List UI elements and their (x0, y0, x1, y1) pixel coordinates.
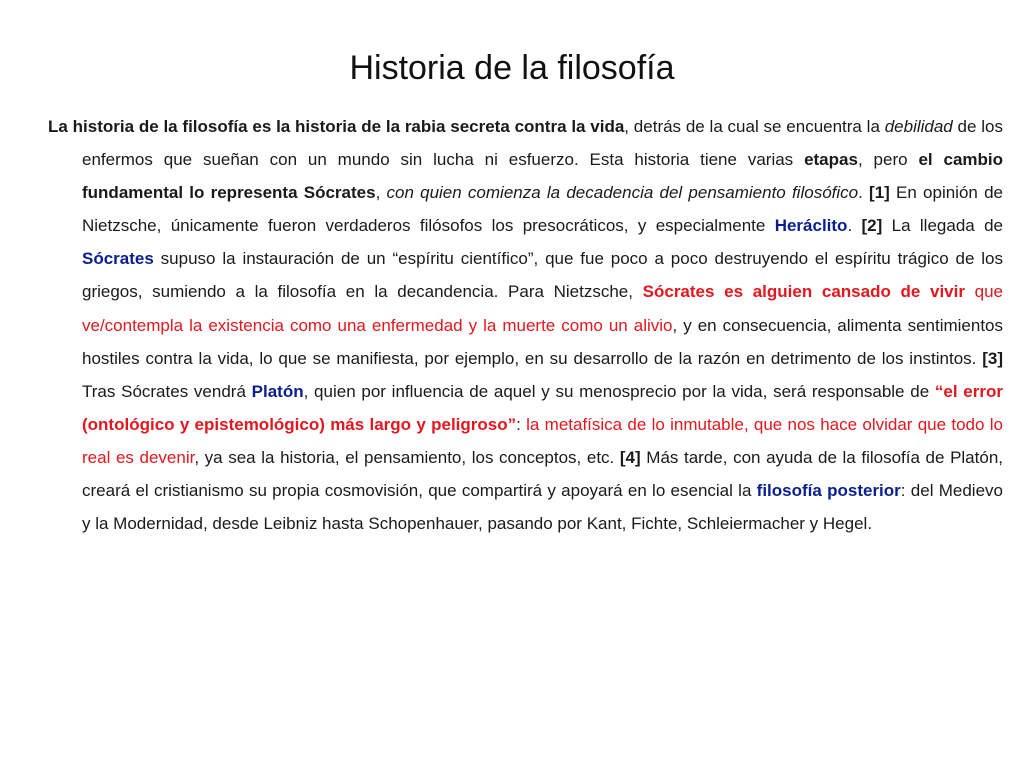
text-run: En opinión de Nietzsche, únicamente fueron verdaderos filósofos los presocráticos, y especialmente (82, 183, 1003, 236)
text-run: La llegada de (882, 216, 1003, 236)
text-run: Platón (251, 381, 304, 401)
text-run: “el error (ontológico y epistemológico) más largo y peligroso” (82, 381, 1003, 434)
text-run: . (858, 183, 870, 203)
text-run: el cambio fundamental lo representa Sócrates (82, 150, 1004, 203)
text-run: [2] (861, 216, 883, 236)
text-run: [1] (869, 183, 890, 203)
text-run: , detrás de la cual se encuentra la (624, 117, 885, 136)
text-run: , (375, 183, 387, 203)
text-run: Heráclito (774, 216, 848, 236)
body-paragraph (48, 110, 1003, 540)
text-run: Sócrates (82, 249, 154, 269)
slide-title: Historia de la filosofía (349, 49, 675, 87)
text-run: que ve/contempla la existencia como una enfermedad y la muerte como un alivio (82, 282, 1003, 335)
text-run: la metafísica de lo inmutable, que nos hace olvidar que todo lo real es devenir (82, 414, 1003, 467)
text-run: . (847, 216, 862, 236)
text-run: Más tarde, con ayuda de la filosofía de Platón, creará el cristianismo su propia cosmovisión, que compartirá y apoyará en lo esencial la (82, 447, 1003, 501)
text-run: con quien comienza la decadencia del pensamiento filosófico (386, 183, 859, 203)
text-run: Tras Sócrates vendrá (82, 381, 252, 401)
text-run: filosofía posterior (756, 481, 901, 501)
text-run: La historia de la filosofía es la historia de la rabia secreta contra la vida (48, 117, 625, 136)
text-run: [4] (619, 447, 641, 467)
text-run: de los enfermos que sueñan con un mundo sin lucha ni esfuerzo. Esta historia tiene varias (82, 117, 1003, 170)
text-run: : (516, 414, 527, 434)
text-run: , ya sea la historia, el pensamiento, los conceptos, etc. (194, 447, 620, 467)
text-run: debilidad (884, 117, 953, 136)
text-run: , pero (857, 150, 919, 170)
text-run: , y en consecuencia, alimenta sentimientos hostiles contra la vida, lo que se manifiesta, por ejemplo, en su desarrollo de la razón en detrimento de los instintos. (82, 315, 1003, 368)
text-run: [3] (982, 348, 1003, 368)
text-run: Sócrates es alguien cansado de vivir (642, 282, 965, 302)
text-run: : del Medievo y la Modernidad, desde Leibniz hasta Schopenhauer, pasando por Kant, Fichte, Schleiermacher y Hegel. (82, 481, 1003, 534)
text-run: supuso la instauración de un “espíritu científico”, que fue poco a poco destruyendo el espíritu trágico de los griegos, sumiendo a la filosofía en la decandencia. Para Nietzsche, (82, 249, 1003, 302)
text-run: , quien por influencia de aquel y su menosprecio por la vida, será responsable de (303, 381, 935, 401)
text-run: etapas (804, 150, 858, 170)
